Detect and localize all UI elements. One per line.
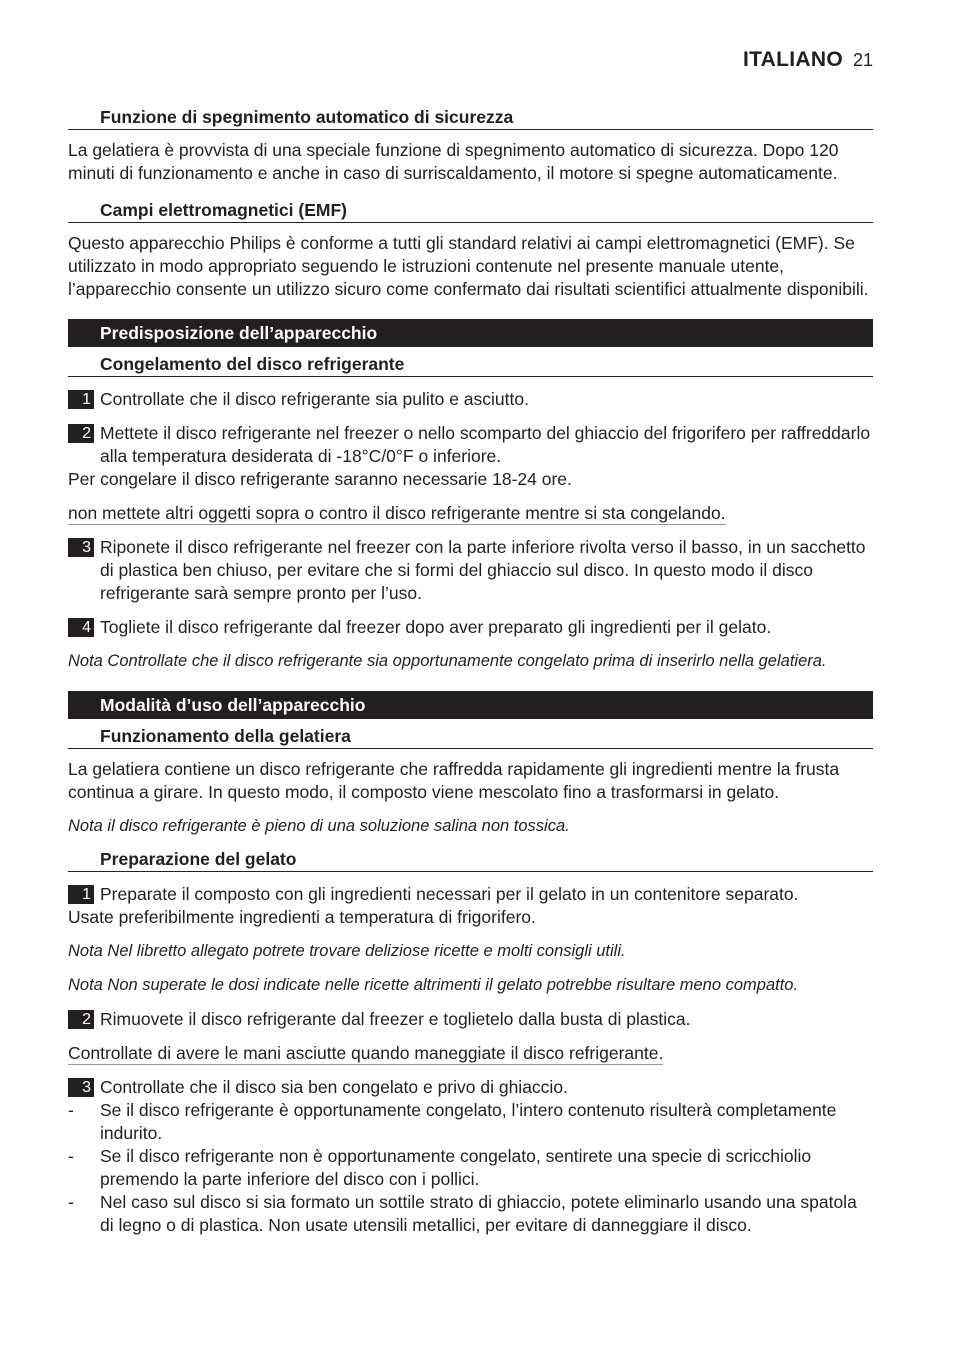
page-number: 21 (852, 50, 873, 70)
step-number: 4 (68, 618, 94, 637)
subheading-preparation: Preparazione del gelato (68, 848, 873, 872)
section-bar-setup: Predisposizione dell’apparecchio (68, 319, 873, 347)
bullet-item (68, 1145, 873, 1191)
paragraph-auto-off: La gelatiera è provvista di una speciale funzione di spegnimento automatico di sicurezza. Dopo 120 minuti di funzionamento e anche in caso di surriscaldamento, il motore si spegne automaticamente. (68, 140, 839, 183)
step-text: Togliete il disco refrigerante dal freezer dopo aver preparato gli ingredienti per il gelato. (100, 617, 772, 637)
section-bar-usage: Modalità d’uso dell’apparecchio (68, 691, 873, 719)
note-text: Nota Controllate che il disco refrigerante sia opportunamente congelato prima di inserirlo nella gelatiera. (68, 652, 827, 670)
step-text: Riponete il disco refrigerante nel freezer con la parte inferiore rivolta verso il basso, in un sacchetto di plastica ben chiuso, per evitare che si formi del ghiaccio sul disco. In questo modo il disco refrigerante sarà sempre pronto per l’uso. (100, 537, 866, 603)
step-item (68, 536, 873, 605)
note-text: Nota Nel libretto allegato potrete trovare deliziose ricette e molti consigli utili. (68, 942, 626, 960)
step-item (68, 616, 873, 639)
paragraph-operation: La gelatiera contiene un disco refrigerante che raffredda rapidamente gli ingredienti mentre la frusta continua a girare. In questo modo, il composto viene mescolato fino a trasformarsi in gelato. (68, 759, 840, 802)
subheading-operation: Funzionamento della gelatiera (68, 725, 873, 749)
bullet-marker: - (68, 1100, 74, 1120)
step-number: 1 (68, 885, 94, 904)
step-item (68, 388, 873, 411)
step-item (68, 883, 873, 906)
bullet-marker: - (68, 1146, 74, 1166)
step-text: Preparate il composto con gli ingredienti necessari per il gelato in un contenitore separato. (100, 884, 799, 904)
step-item (68, 1076, 873, 1099)
step-item (68, 422, 873, 468)
warning-text: Controllate di avere le mani asciutte quando maneggiate il disco refrigerante. (68, 1043, 664, 1063)
bullet-item (68, 1191, 873, 1237)
bullet-item (68, 1099, 873, 1145)
warning-text: non mettete altri oggetti sopra o contro il disco refrigerante mentre si sta congelando. (68, 503, 726, 523)
step-number: 2 (68, 1010, 94, 1029)
subheading-auto-off: Funzione di spegnimento automatico di sicurezza (68, 106, 873, 130)
step-number: 3 (68, 1078, 94, 1097)
step-text: Controllate che il disco sia ben congelato e privo di ghiaccio. (100, 1077, 568, 1097)
bullet-text: Se il disco refrigerante è opportunamente congelato, l’intero contenuto risulterà completamente indurito. (100, 1100, 837, 1143)
step-item (68, 1008, 873, 1031)
step-continuation: Usate preferibilmente ingredienti a temperatura di frigorifero. (68, 907, 536, 927)
step-number: 3 (68, 538, 94, 557)
subheading-emf: Campi elettromagnetici (EMF) (68, 199, 873, 223)
step-text: Mettete il disco refrigerante nel freezer o nello scomparto del ghiaccio del frigorifero per raffreddarlo alla temperatura desiderata di -18°C/0°F o inferiore. (100, 423, 871, 466)
paragraph-emf: Questo apparecchio Philips è conforme a tutti gli standard relativi ai campi elettromagnetici (EMF). Se utilizzato in modo appropriato seguendo le istruzioni contenute nel presente manuale utente, l’apparecchio consente un utilizzo sicuro come confermato dai risultati scientifici attualmente disponibili. (68, 233, 869, 299)
bullet-text: Nel caso sul disco si sia formato un sottile strato di ghiaccio, potete eliminarlo usando una spatola di legno o di plastica. Non usate utensili metallici, per evitare di danneggiare il disco. (100, 1192, 857, 1235)
language-label: ITALIANO (742, 48, 843, 71)
step-text: Controllate che il disco refrigerante sia pulito e asciutto. (100, 389, 529, 409)
step-number: 2 (68, 424, 94, 443)
note-text: Nota Non superate le dosi indicate nelle ricette altrimenti il gelato potrebbe risultare meno compatto. (68, 976, 799, 994)
bullet-marker: - (68, 1192, 74, 1212)
note-text: Nota il disco refrigerante è pieno di una soluzione salina non tossica. (68, 817, 570, 835)
step-continuation: Per congelare il disco refrigerante saranno necessarie 18-24 ore. (68, 469, 572, 489)
step-number: 1 (68, 390, 94, 409)
step-text: Rimuovete il disco refrigerante dal freezer e toglietelo dalla busta di plastica. (100, 1009, 691, 1029)
subheading-freezing: Congelamento del disco refrigerante (68, 353, 873, 377)
bullet-text: Se il disco refrigerante non è opportunamente congelato, sentirete una specie di scricchiolio premendo la parte inferiore del disco con i pollici. (100, 1146, 812, 1189)
page-content (68, 44, 873, 1237)
